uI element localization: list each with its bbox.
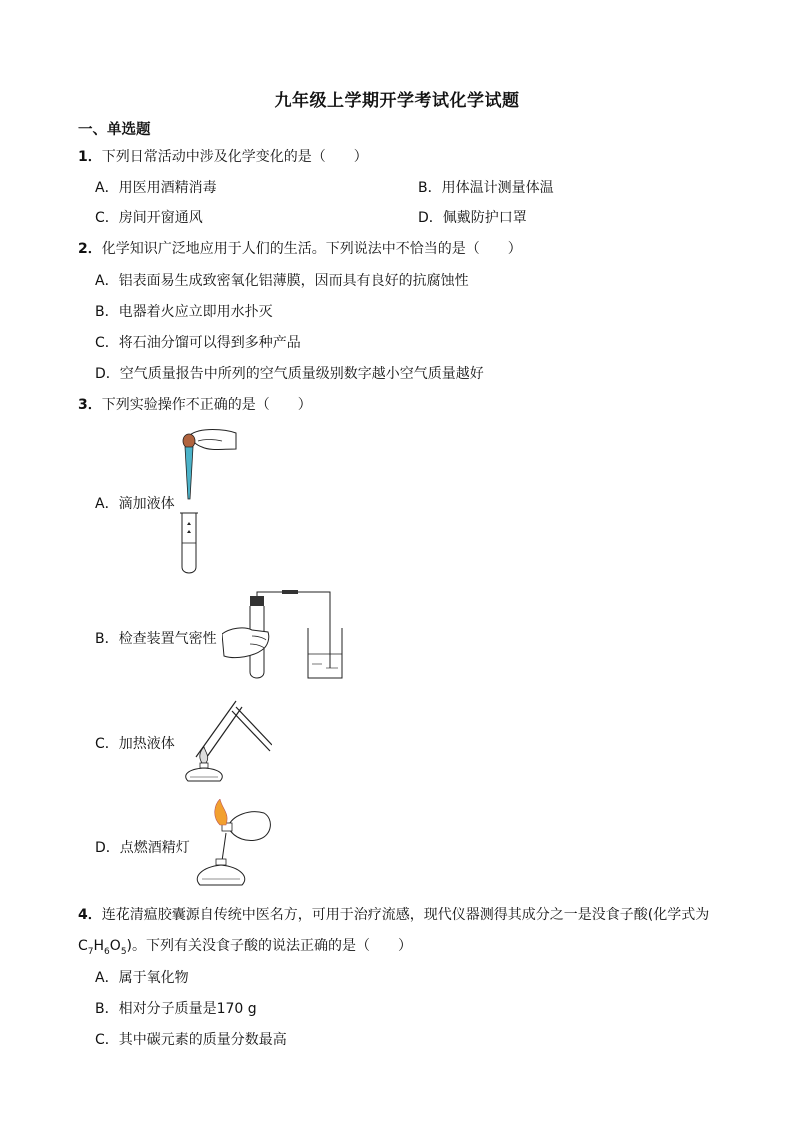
option-3c[interactable]: C．加热液体 — [95, 736, 175, 752]
question-3 — [78, 394, 312, 414]
dropper-into-test-tube-figure — [170, 425, 240, 577]
chemical-formula: $C_7H_6O_5$ — [78, 938, 127, 957]
page-title: 九年级上学期开学考试化学试题 — [274, 91, 520, 111]
question-number: 2． — [78, 241, 102, 257]
option-3a[interactable]: A．滴加液体 — [95, 496, 175, 512]
option-2b[interactable]: B．电器着火应立即用水扑灭 — [95, 304, 273, 320]
option-3b[interactable]: B．检查装置气密性 — [95, 631, 217, 647]
question-4-line2 — [78, 935, 412, 957]
option-2c[interactable]: C．将石油分馏可以得到多种产品 — [95, 335, 301, 351]
option-2a[interactable]: A．铝表面易生成致密氧化铝薄膜，因而具有良好的抗腐蚀性 — [95, 273, 469, 289]
question-number: 3． — [78, 397, 102, 413]
question-2 — [78, 238, 522, 258]
question-1 — [78, 146, 368, 166]
question-stem: 化学知识广泛地应用于人们的生活。下列说法中不恰当的是（ ） — [101, 241, 522, 257]
question-4 — [78, 904, 709, 924]
option-1b[interactable]: B．用体温计测量体温 — [418, 180, 554, 196]
option-4b[interactable]: B．相对分子质量是170 g — [95, 1001, 257, 1017]
question-stem: 下列日常活动中涉及化学变化的是（ ） — [101, 149, 368, 165]
lighting-alcohol-lamp-figure — [192, 799, 276, 887]
question-stem-line1: 连花清瘟胶囊源自传统中医名方，可用于治疗流感，现代仪器测得其成分之一是没食子酸(化学式为 — [101, 907, 710, 923]
question-number: 4． — [78, 907, 102, 923]
heating-liquid-figure — [176, 697, 272, 785]
option-1a[interactable]: A．用医用酒精消毒 — [95, 180, 217, 196]
question-number: 1． — [78, 149, 102, 165]
option-3d[interactable]: D．点燃酒精灯 — [95, 840, 190, 856]
section-heading-single-choice: 一、单选题 — [78, 122, 151, 138]
option-4a[interactable]: A．属于氧化物 — [95, 970, 189, 986]
option-2d[interactable]: D．空气质量报告中所列的空气质量级别数字越小空气质量越好 — [95, 366, 484, 382]
airtightness-check-figure — [222, 590, 344, 682]
question-stem: 下列实验操作不正确的是（ ） — [101, 397, 312, 413]
question-stem-line2: )。下列有关没食子酸的说法正确的是（ ） — [126, 938, 413, 954]
option-4c[interactable]: C．其中碳元素的质量分数最高 — [95, 1032, 287, 1048]
option-1d[interactable]: D．佩戴防护口罩 — [418, 210, 527, 226]
option-1c[interactable]: C．房间开窗通风 — [95, 210, 203, 226]
